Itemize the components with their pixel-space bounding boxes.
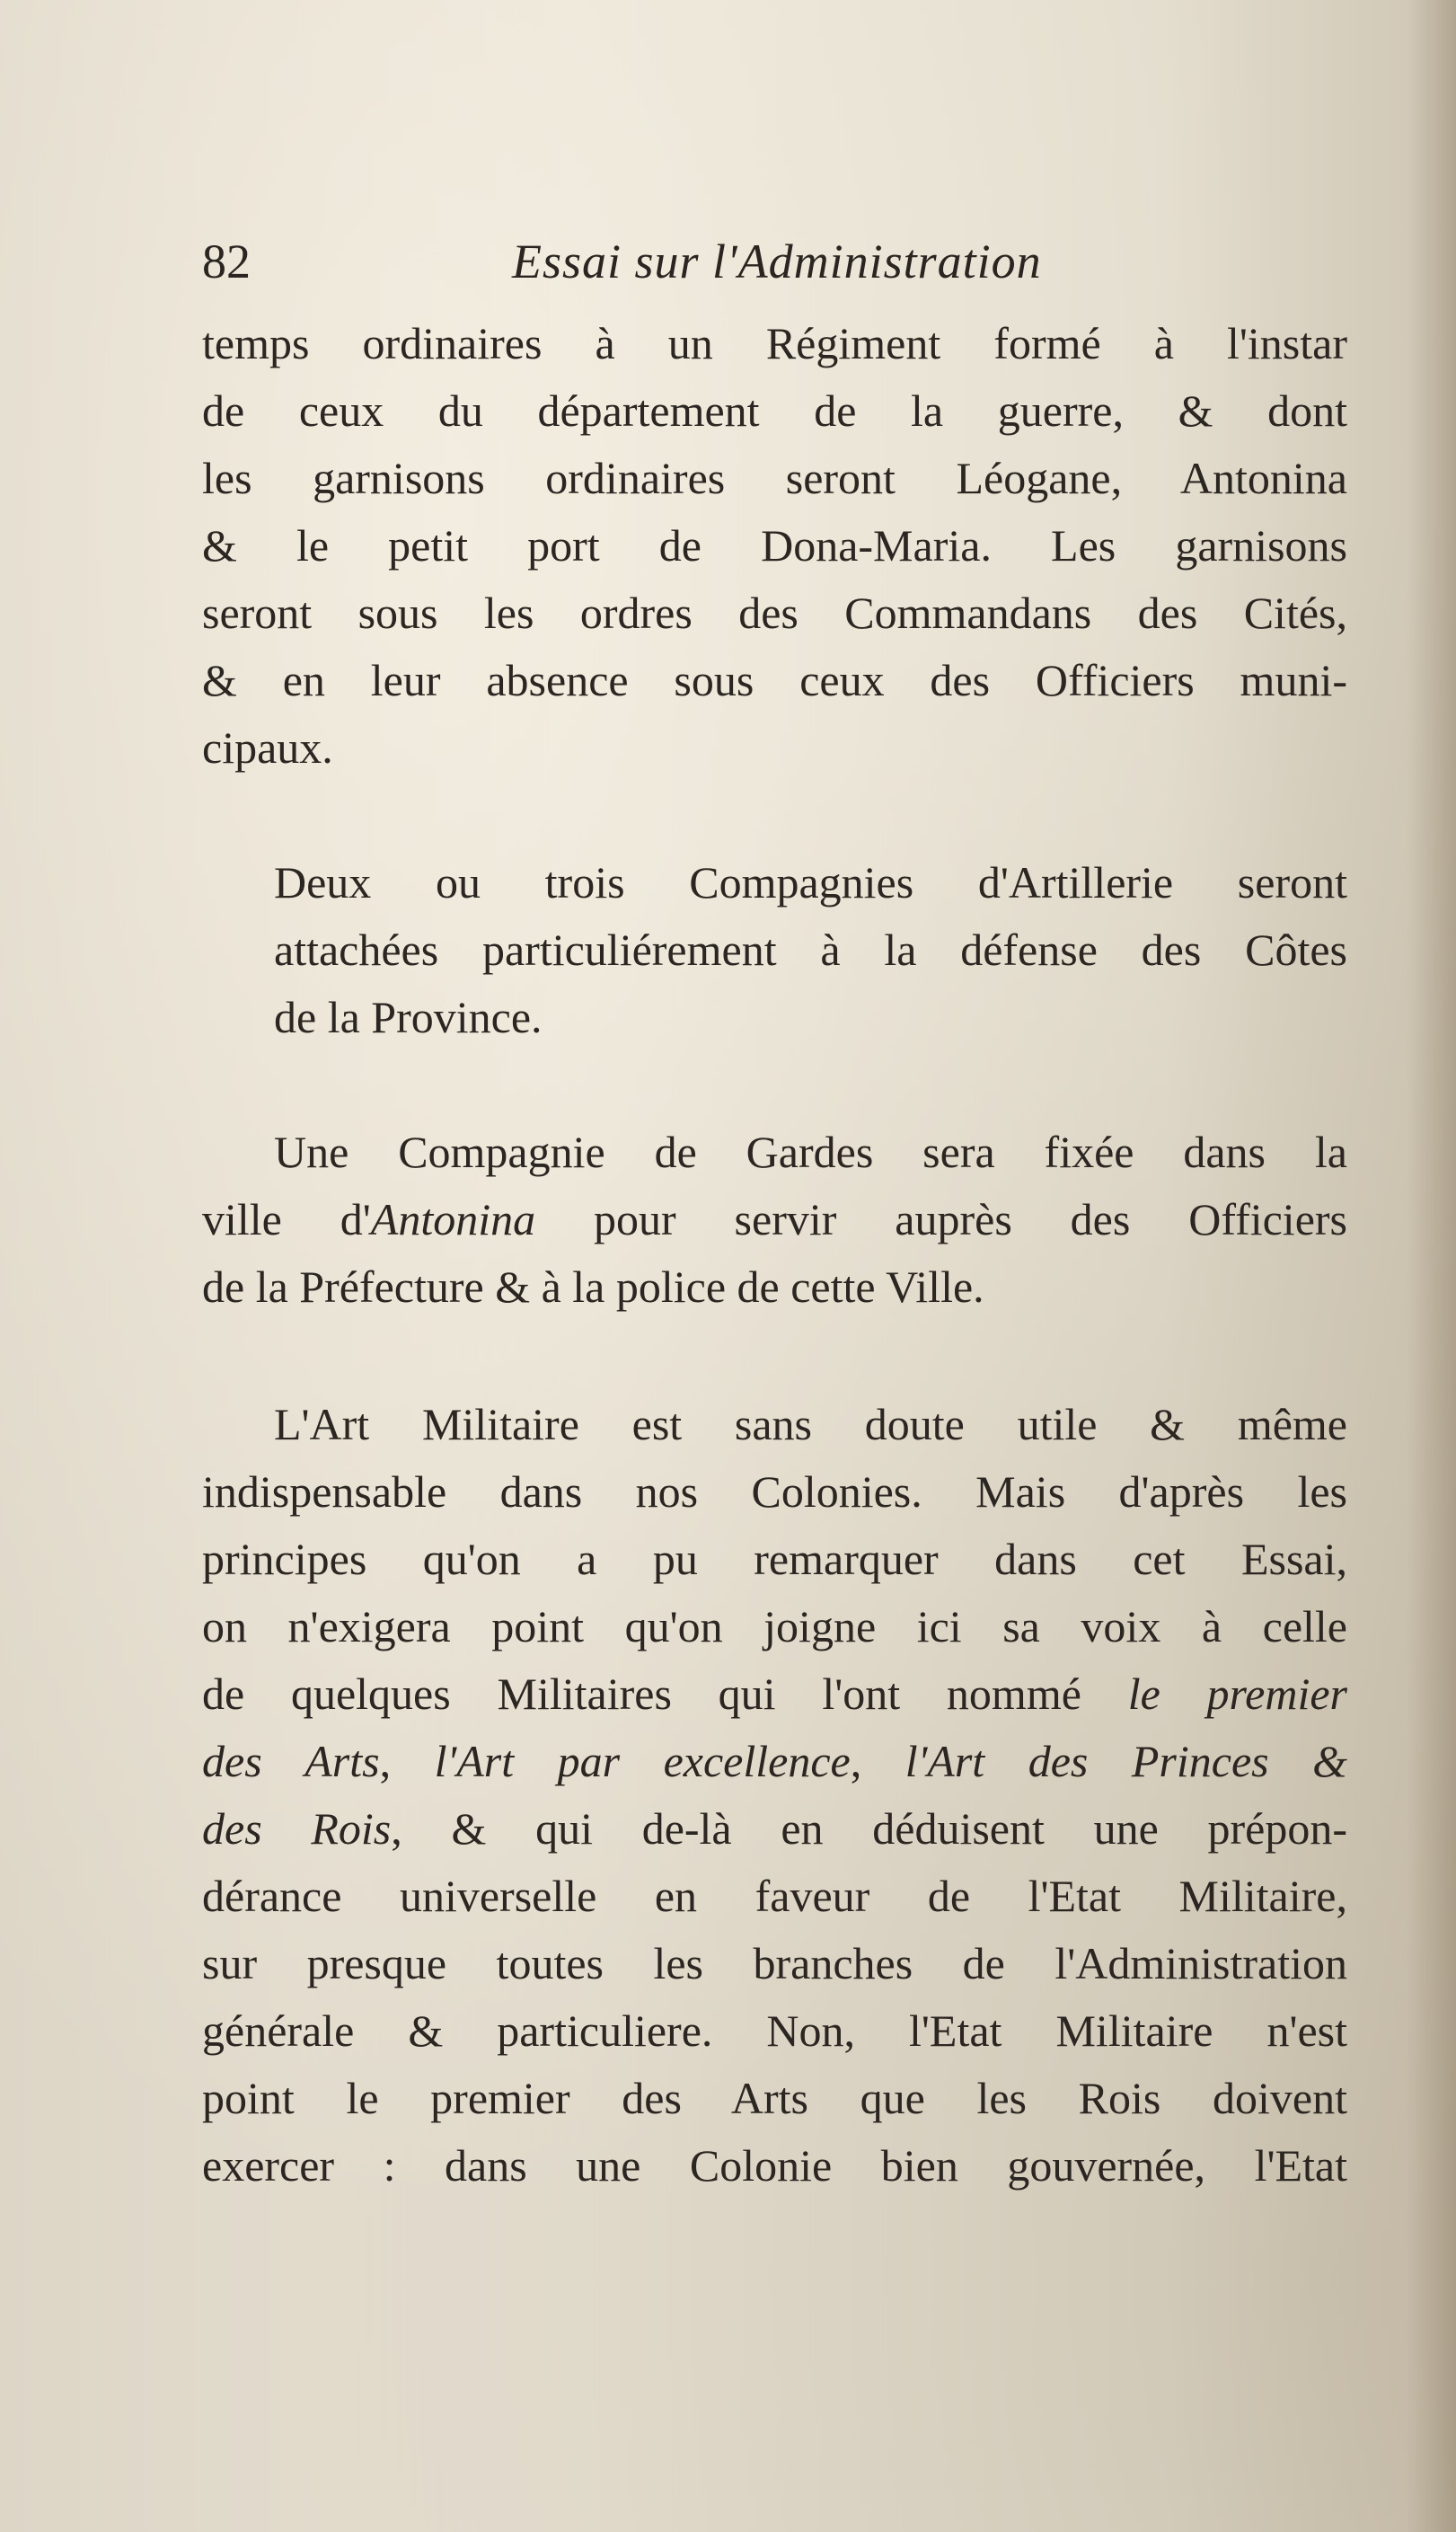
text-fragment: , & qui de-là en déduisent une prépon- xyxy=(391,1803,1347,1854)
text-line: dérance universelle en faveur de l'Etat Militaire, xyxy=(202,1871,1347,1921)
paragraph-3 xyxy=(202,1119,1347,1321)
text-line: cipaux. xyxy=(202,722,333,773)
page-number: 82 xyxy=(202,235,251,288)
text-line: L'Art Militaire est sans doute utile & même xyxy=(274,1399,1347,1449)
paragraph-1 xyxy=(202,310,1347,782)
page-header xyxy=(202,234,1145,305)
text-line xyxy=(202,1728,1347,1795)
running-title: Essai sur l'Administration xyxy=(512,235,1042,288)
text-line xyxy=(202,1186,1347,1253)
text-line: attachées particuliérement à la défense des Côtes xyxy=(274,925,1347,975)
italic-quote: l'Art des Princes & xyxy=(904,1736,1347,1786)
text-line: sur presque toutes les branches de l'Administration xyxy=(202,1938,1347,1988)
text-line: de la Préfecture & à la police de cette Ville. xyxy=(202,1262,984,1312)
text-fragment: de quelques Militaires qui l'ont nommé xyxy=(202,1669,1128,1719)
text-fragment: ville d' xyxy=(202,1194,371,1244)
italic-quote: l'Art par excellence xyxy=(434,1736,851,1786)
text-line: de ceux du département de la guerre, & dont xyxy=(202,385,1347,436)
text-line: seront sous les ordres des Commandans des Cités, xyxy=(202,588,1347,638)
text-line xyxy=(202,1795,1347,1863)
text-line: indispensable dans nos Colonies. Mais d'après les xyxy=(202,1466,1347,1517)
text-line: temps ordinaires à un Régiment formé à l'instar xyxy=(202,318,1347,368)
page-edge-shadow xyxy=(1407,0,1456,2532)
text-line: & en leur absence sous ceux des Officiers muni- xyxy=(202,655,1347,705)
paragraph-4 xyxy=(202,1391,1347,2200)
text-fragment: , xyxy=(379,1736,435,1786)
text-line: point le premier des Arts que les Rois doivent xyxy=(202,2073,1347,2123)
italic-quote: le premier xyxy=(1127,1669,1347,1719)
text-line: & le petit port de Dona-Maria. Les garnisons xyxy=(202,520,1347,571)
text-line: Une Compagnie de Gardes sera fixée dans la xyxy=(274,1127,1347,1177)
text-fragment: pour servir auprès des Officiers xyxy=(535,1194,1347,1244)
text-line: les garnisons ordinaires seront Léogane, Antonina xyxy=(202,453,1347,503)
text-line xyxy=(202,1660,1347,1728)
text-line: on n'exigera point qu'on joigne ici sa voix à celle xyxy=(202,1601,1347,1651)
paragraph-2 xyxy=(202,849,1347,1051)
text-line: exercer : dans une Colonie bien gouvernée, l'Etat xyxy=(202,2140,1347,2191)
italic-quote: des Rois xyxy=(202,1803,392,1854)
italic-quote: des Arts xyxy=(202,1736,380,1786)
body-text xyxy=(202,310,1347,2200)
text-line: Deux ou trois Compagnies d'Artillerie seront xyxy=(274,857,1347,907)
italic-place-name: Antonina xyxy=(370,1194,536,1244)
text-fragment: , xyxy=(850,1736,905,1786)
text-line: de la Province. xyxy=(274,992,543,1042)
text-line: générale & particuliere. Non, l'Etat Militaire n'est xyxy=(202,2005,1347,2056)
text-line: principes qu'on a pu remarquer dans cet Essai, xyxy=(202,1534,1347,1584)
